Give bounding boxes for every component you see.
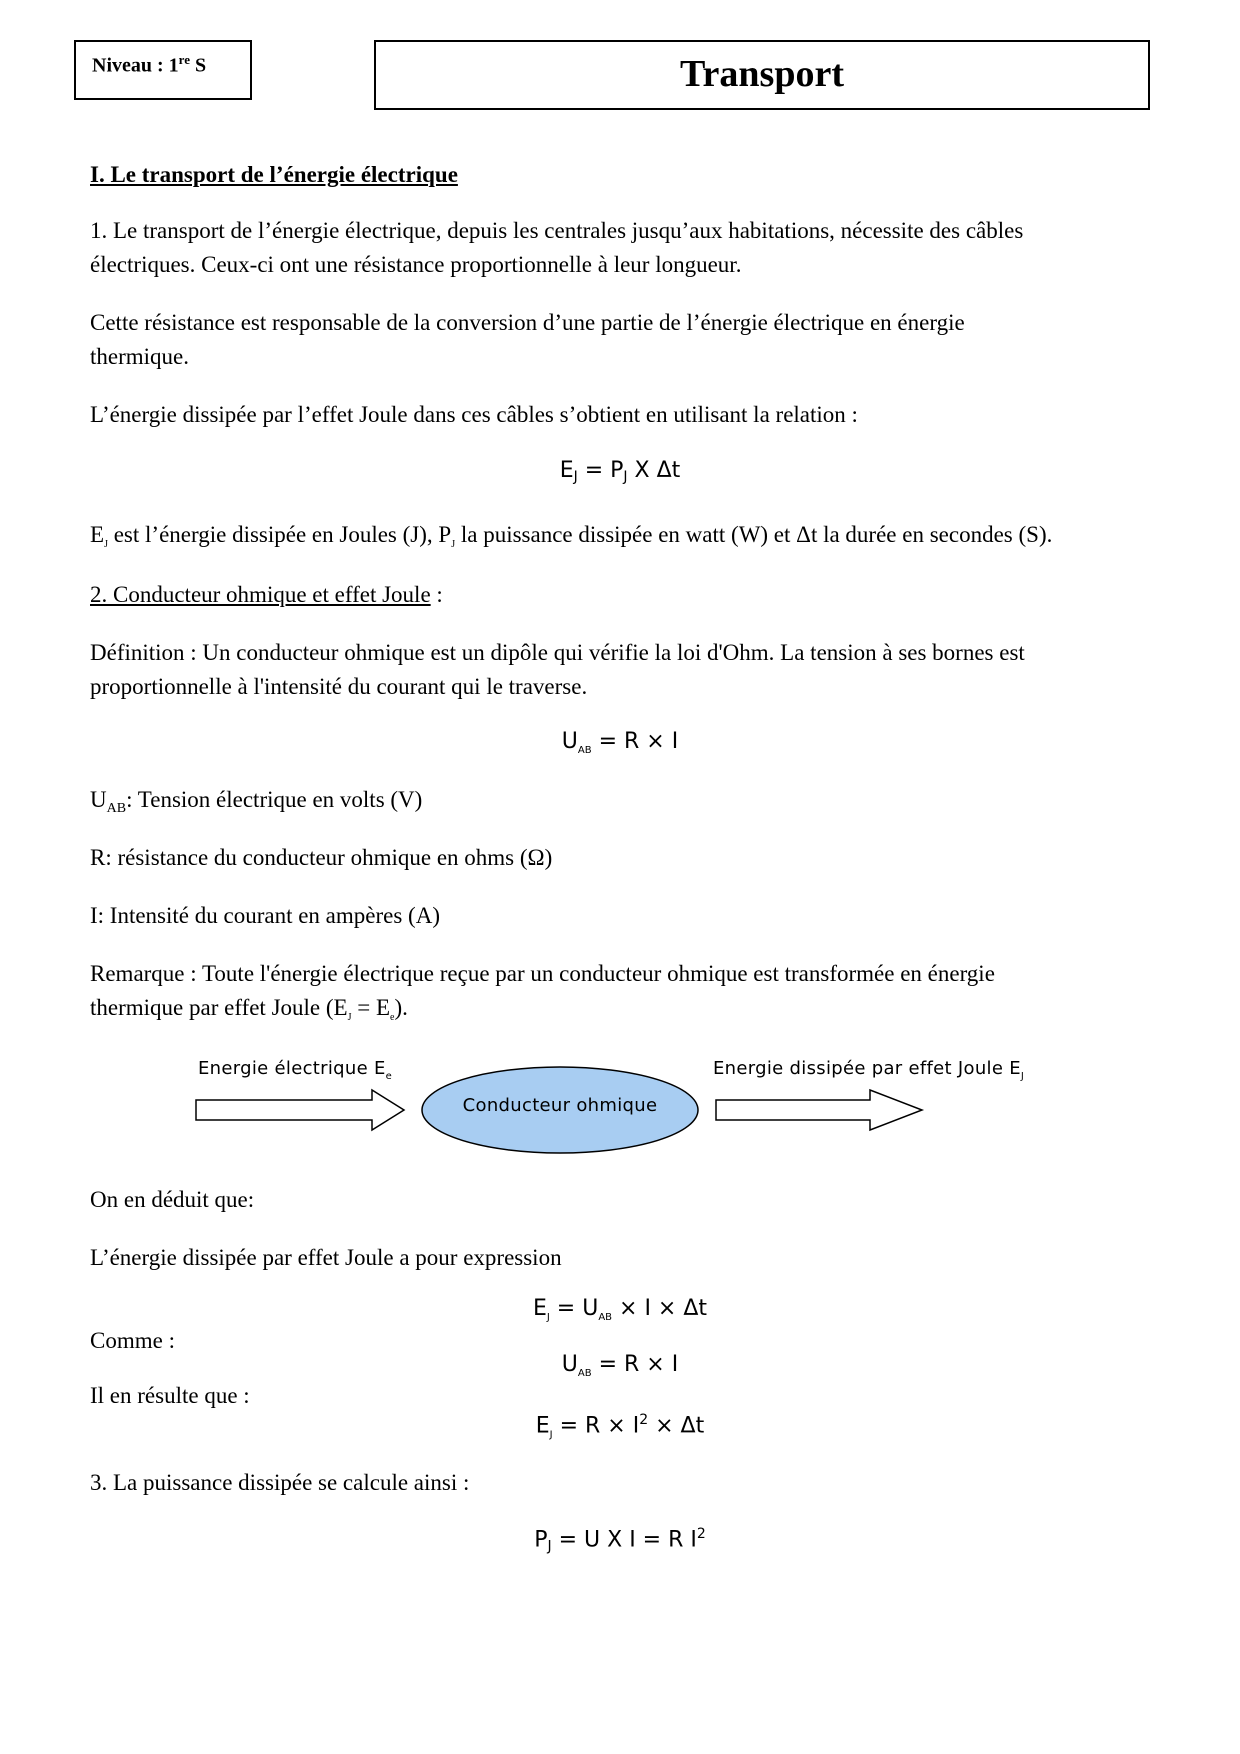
uab-ab: AB: [106, 801, 127, 816]
section3-heading: 3. La puissance dissipée se calcule ainsi :: [90, 1470, 470, 1495]
i-definition: I: Intensité du courant en ampères (A): [90, 903, 440, 928]
f3-mid: = U: [549, 1296, 599, 1321]
diagram-input-sub: e: [385, 1071, 393, 1082]
f5-j: J: [549, 1429, 553, 1441]
f1-mid: = P: [577, 458, 624, 483]
para3: L’énergie dissipée par l’effet Joule dans ces câbles s’obtient en utilisant la relation :: [90, 402, 858, 427]
f3-j: J: [546, 1312, 550, 1323]
result-label: Il en résulte que :: [90, 1383, 250, 1408]
remark-line1: Remarque : Toute l'énergie électrique reçue par un conducteur ohmique est transformée en énergie: [90, 961, 995, 986]
r-definition: R: résistance du conducteur ohmique en ohms (Ω): [90, 845, 553, 870]
para1-line1: 1. Le transport de l’énergie électrique, depuis les centrales jusqu’aux habitations, nécessite des câbles: [90, 218, 1024, 243]
f3-e: E: [532, 1296, 547, 1321]
section2-heading-suffix: :: [430, 582, 443, 607]
f4-u: U: [561, 1352, 578, 1377]
f1-rest: X Δt: [627, 458, 681, 483]
f3-rest: × I × Δt: [612, 1296, 708, 1321]
level-suffix: S: [189, 54, 207, 77]
remark-t1: thermique par effet Joule (E: [90, 995, 348, 1020]
deduction-line1: On en déduit que:: [90, 1187, 255, 1212]
para2-line1: Cette résistance est responsable de la conversion d’une partie de l’énergie électrique en énergie: [90, 310, 965, 335]
deduction-line2: L’énergie dissipée par effet Joule a pour expression: [90, 1245, 562, 1270]
uab-text: : Tension électrique en volts (V): [126, 787, 423, 812]
formula-ohm: [0, 729, 1240, 754]
level-prefix: Niveau : 1: [92, 54, 179, 77]
diagram-input-text: Energie électrique E: [198, 1058, 386, 1079]
uab-definition: [90, 783, 422, 816]
section1-heading-text: I. Le transport de l’énergie électrique: [90, 162, 458, 187]
formula-power: [0, 1526, 1240, 1555]
diagram-output-text: Energie dissipée par effet Joule E: [713, 1058, 1021, 1079]
f5-rest: × Δt: [648, 1413, 705, 1439]
remark-t3: ).: [394, 995, 408, 1020]
legend-t2: la puissance dissipée en watt (W) et Δt la durée en secondes (S).: [455, 522, 1053, 547]
f3-ab: AB: [598, 1312, 613, 1323]
f6-sq: 2: [696, 1526, 706, 1542]
level-sup: re: [178, 52, 190, 67]
f4-rest: = R × I: [591, 1352, 679, 1377]
remark-line2: [90, 991, 408, 1024]
formula-legend: [90, 518, 1052, 551]
para2-line2: thermique.: [90, 344, 189, 369]
f6-mid: = U X I = R I: [551, 1527, 697, 1553]
formula-energy-joule: [0, 458, 1240, 483]
legend-j1: J: [104, 539, 108, 550]
f1-j: J: [573, 469, 578, 485]
para1-line2: électriques. Ceux-ci ont une résistance proportionnelle à leur longueur.: [90, 252, 742, 277]
section2-heading-text: 2. Conducteur ohmique et effet Joule: [90, 582, 431, 607]
formula-joule-resistance: [0, 1412, 1240, 1441]
f1-e: E: [559, 458, 574, 483]
formula-ohm-repeat: [0, 1352, 1240, 1377]
f5-sq: 2: [639, 1412, 649, 1428]
output-arrow: [716, 1090, 922, 1130]
f2-rest: = R × I: [591, 729, 679, 754]
f6-p: P: [534, 1527, 548, 1553]
legend-t1: est l’énergie dissipée en Joules (J), P: [107, 522, 452, 547]
remark-j: J: [347, 1012, 352, 1023]
f2-ab: AB: [577, 745, 592, 756]
f5-e: E: [535, 1413, 550, 1439]
page-title: Transport: [374, 40, 1150, 110]
legend-e: E: [90, 522, 105, 547]
diagram-center-label: Conducteur ohmique: [462, 1095, 658, 1116]
comme-label: Comme :: [90, 1328, 175, 1353]
section1-heading: [90, 158, 458, 191]
remark-t2: = E: [351, 995, 391, 1020]
legend-j2: J: [451, 539, 456, 550]
definition-line1: Définition : Un conducteur ohmique est un dipôle qui vérifie la loi d'Ohm. La tension à ses bornes est: [90, 640, 1025, 665]
f1-j2: J: [623, 469, 628, 485]
f5-mid: = R × I: [552, 1413, 640, 1439]
f4-ab: AB: [577, 1368, 592, 1379]
diagram-output-sub: J: [1020, 1071, 1025, 1082]
f2-u: U: [561, 729, 578, 754]
section2-heading: [90, 578, 443, 611]
remark-e: e: [390, 1012, 395, 1023]
input-arrow: [196, 1090, 404, 1130]
level-box: [74, 40, 252, 100]
definition-line2: proportionnelle à l'intensité du courant qui le traverse.: [90, 674, 588, 699]
uab-u: U: [90, 787, 107, 812]
formula-joule-energy: [0, 1296, 1240, 1321]
f6-j: J: [547, 1538, 552, 1555]
